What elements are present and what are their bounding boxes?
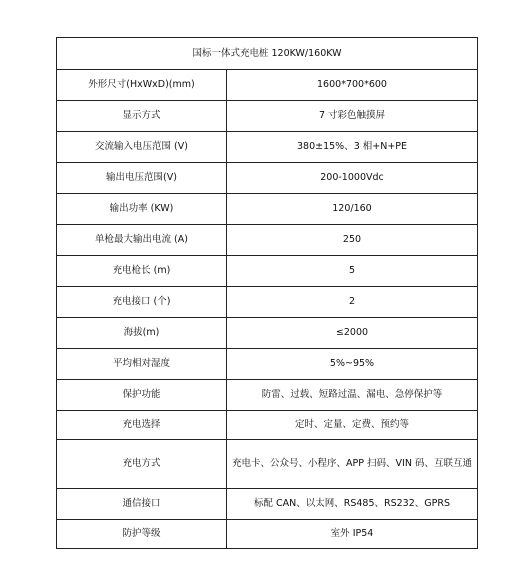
table-row xyxy=(57,318,478,349)
row-label: 单枪最大输出电流 (A) xyxy=(57,225,227,256)
row-value: 防雷、过载、短路过温、漏电、急停保护等 xyxy=(227,380,478,411)
row-value: 标配 CAN、以太网、RS485、RS232、GPRS xyxy=(227,489,478,520)
row-value: 250 xyxy=(227,225,478,256)
row-label: 通信接口 xyxy=(57,489,227,520)
row-label: 交流输入电压范围 (V) xyxy=(57,132,227,163)
table-row xyxy=(57,349,478,380)
row-value: ≤2000 xyxy=(227,318,478,349)
row-value: 室外 IP54 xyxy=(227,520,478,549)
row-label: 充电选择 xyxy=(57,411,227,440)
row-value: 1600*700*600 xyxy=(227,70,478,101)
row-value: 200-1000Vdc xyxy=(227,163,478,194)
spec-table xyxy=(56,37,478,549)
row-value: 2 xyxy=(227,287,478,318)
row-value: 充电卡、公众号、小程序、APP 扫码、VIN 码、互联互通 xyxy=(227,440,478,489)
row-value: 120/160 xyxy=(227,194,478,225)
row-label: 充电接口 (个) xyxy=(57,287,227,318)
row-label: 显示方式 xyxy=(57,101,227,132)
row-value: 定时、定量、定费、预约等 xyxy=(227,411,478,440)
table-row xyxy=(57,225,478,256)
table-title: 国标一体式充电桩 120KW/160KW xyxy=(57,38,478,70)
row-label: 外形尺寸(HxWxD)(mm) xyxy=(57,70,227,101)
row-value: 5 xyxy=(227,256,478,287)
table-row xyxy=(57,256,478,287)
table-row xyxy=(57,411,478,440)
row-value: 5%~95% xyxy=(227,349,478,380)
row-value: 380±15%、3 相+N+PE xyxy=(227,132,478,163)
table-row xyxy=(57,70,478,101)
table-row xyxy=(57,287,478,318)
table-row xyxy=(57,380,478,411)
row-value: 7 寸彩色触摸屏 xyxy=(227,101,478,132)
row-label: 海拔(m) xyxy=(57,318,227,349)
row-label: 保护功能 xyxy=(57,380,227,411)
table-row xyxy=(57,489,478,520)
table-title-row xyxy=(57,38,478,70)
row-label: 防护等级 xyxy=(57,520,227,549)
row-label: 充电方式 xyxy=(57,440,227,489)
row-label: 输出功率 (KW) xyxy=(57,194,227,225)
table-row xyxy=(57,194,478,225)
table-row xyxy=(57,440,478,489)
row-label: 平均相对湿度 xyxy=(57,349,227,380)
table-row xyxy=(57,520,478,549)
row-label: 充电枪长 (m) xyxy=(57,256,227,287)
table-row xyxy=(57,163,478,194)
row-label: 输出电压范围(V) xyxy=(57,163,227,194)
table-row xyxy=(57,132,478,163)
table-row xyxy=(57,101,478,132)
